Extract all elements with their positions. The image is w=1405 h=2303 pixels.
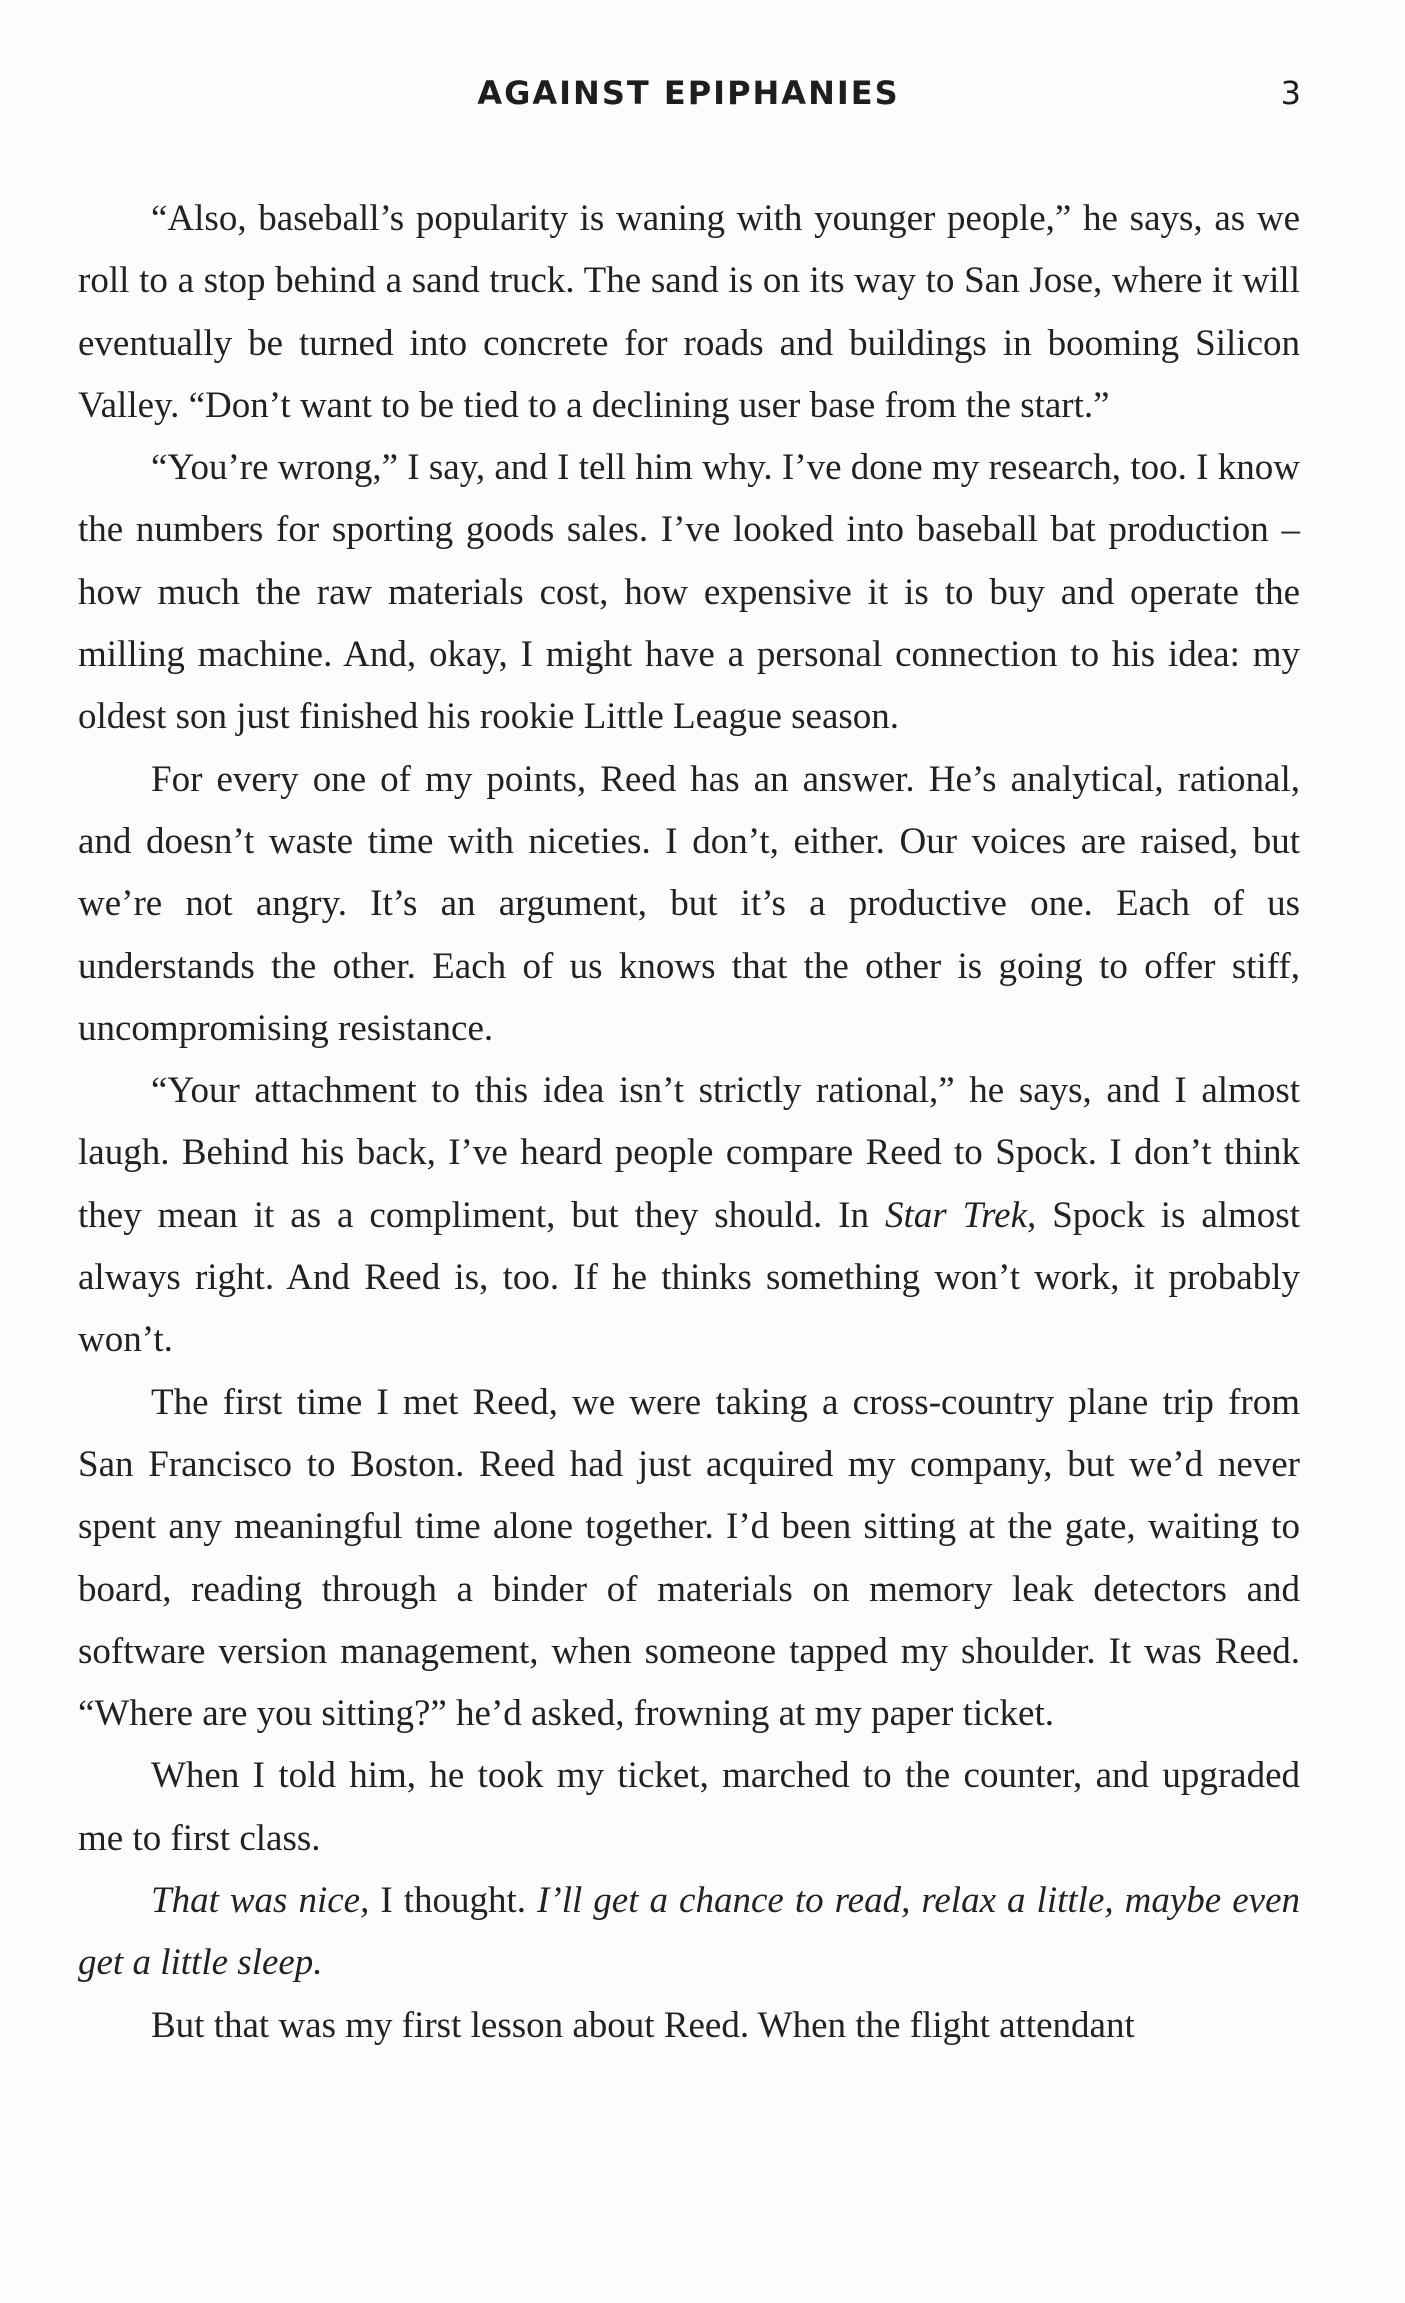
paragraph-5: The first time I met Reed, we were taking a cross-country plane trip from San Francisco to Boston. Reed had just acquired my company, but we’d never spent any meaningful time alone together. I’d been sitting at the gate, waiting to board, reading through a binder of materials on memory leak detectors and software version management, when someone tapped my shoulder. It was Reed. “Where are you sitting?” he’d asked, frowning at my paper ticket. bbox=[78, 1381, 1300, 1735]
chapter-title: AGAINST EPIPHANIES bbox=[477, 74, 900, 112]
paragraph-3: For every one of my points, Reed has an answer. He’s analytical, rational, and doesn’t waste time with niceties. I don’t, either. Our voices are raised, but we’re not angry. It’s an argument, but it’s a productive one. Each of us understands the other. Each of us knows that the other is going to offer stiff, uncompromising resistance. bbox=[78, 758, 1300, 1049]
paragraph-1: “Also, baseball’s popularity is waning with younger people,” he says, as we roll to a stop behind a sand truck. The sand is on its way to San Jose, where it will eventually be turned into concrete for roads and buildings in booming Silicon Valley. “Don’t want to be tied to a declining user base from the start.” bbox=[78, 198, 1300, 426]
page-number: 3 bbox=[1280, 74, 1301, 112]
paragraph-6: When I told him, he took my ticket, marched to the counter, and upgraded me to first class. bbox=[78, 1755, 1300, 1859]
paragraph-7-italic-1: That was nice, bbox=[151, 1880, 370, 1922]
paragraph-7-text: I thought. bbox=[369, 1880, 538, 1922]
paragraph-4-text-end: Spock is almost always right. And Reed is, too. If he thinks something won’t work, it probably won’t. bbox=[78, 1194, 1300, 1361]
paragraph-7-italic-2: I’ll get a chance to read, relax a little, maybe even get a little sleep. bbox=[78, 1880, 1300, 1984]
paragraph-4-text-start: “Your attachment to this idea isn’t strictly rational,” he says, and I almost laugh. Behind his back, I’ve heard people compare Reed to Spock. I don’t think they mean it as a compliment, but they should. In bbox=[78, 1070, 1300, 1236]
paragraph-4-italic-title: Star Trek, bbox=[884, 1194, 1037, 1236]
running-header bbox=[76, 74, 1301, 124]
paragraph-2: “You’re wrong,” I say, and I tell him why. I’ve done my research, too. I know the numbers for sporting goods sales. I’ve looked into baseball bat production – how much the raw materials cost, how expensive it is to buy and operate the milling machine. And, okay, I might have a personal connection to his idea: my oldest son just finished his rookie Little League season. bbox=[78, 447, 1300, 738]
body-text bbox=[78, 188, 1300, 2057]
paragraph-7 bbox=[78, 1870, 1300, 1995]
paragraph-8: But that was my first lesson about Reed. When the flight attendant bbox=[151, 2004, 1135, 2046]
paragraph-4 bbox=[78, 1060, 1300, 1371]
